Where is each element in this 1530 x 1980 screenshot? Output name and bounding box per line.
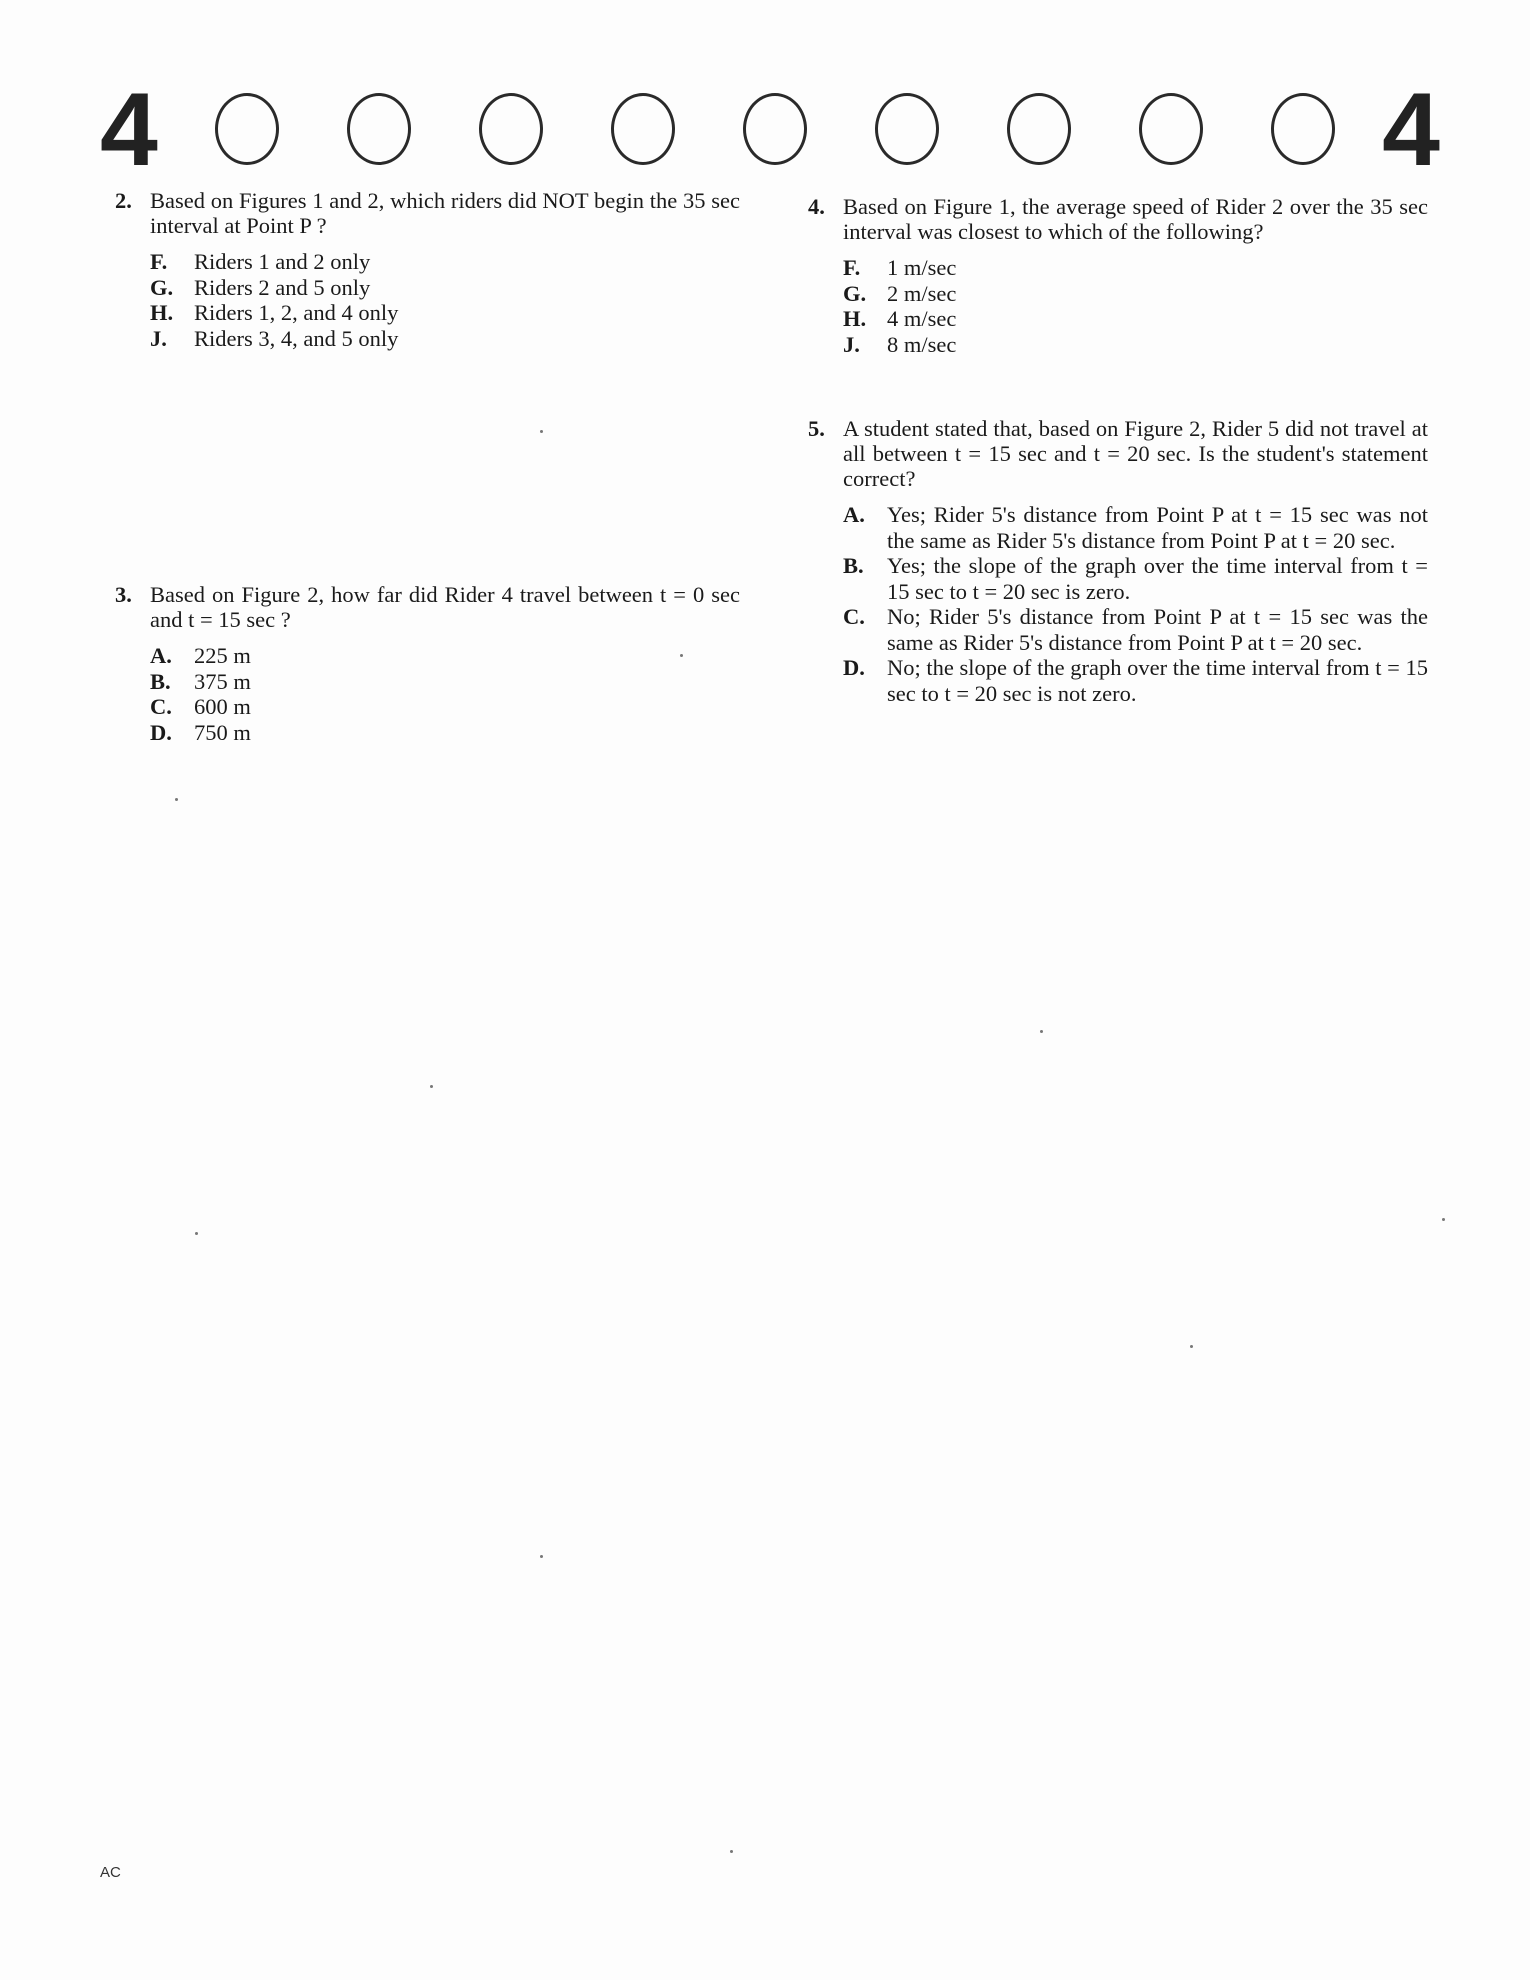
answer-option-h[interactable]: [843, 306, 1428, 332]
option-text: 1 m/sec: [887, 255, 957, 280]
oval-icon: [215, 93, 279, 165]
question-2: [115, 188, 740, 351]
option-letter: B.: [843, 553, 864, 578]
option-letter: F.: [150, 249, 168, 274]
scan-speck: [430, 1085, 433, 1088]
footer-code: AC: [100, 1864, 121, 1881]
section-header: [100, 72, 1440, 188]
answer-options: [150, 249, 740, 351]
question-text: Based on Figure 1, the average speed of Rider 2 over the 35 sec interval was closest to which of the following?: [843, 194, 1428, 244]
option-letter: B.: [150, 668, 171, 694]
answer-option-a[interactable]: [150, 643, 740, 669]
oval-icon: [611, 93, 675, 165]
option-text: Riders 3, 4, and 5 only: [194, 325, 399, 351]
answer-option-c[interactable]: [150, 694, 740, 720]
oval-icon: [875, 93, 939, 165]
answer-option-f[interactable]: [150, 249, 740, 275]
answer-option-c[interactable]: [843, 604, 1428, 655]
scan-speck: [540, 1555, 543, 1558]
option-text: 375 m: [194, 668, 251, 694]
answer-option-j[interactable]: [843, 332, 1428, 358]
option-letter: A.: [843, 502, 865, 527]
question-number: 5.: [808, 416, 825, 441]
option-letter: C.: [150, 694, 172, 719]
question-text: A student stated that, based on Figure 2, Rider 5 did not travel at all between t = 15 sec and t = 20 sec. Is the student's statement correct?: [843, 416, 1428, 491]
option-text: 8 m/sec: [887, 331, 957, 357]
option-letter: A.: [150, 643, 172, 668]
option-letter: H.: [150, 300, 174, 325]
answer-option-j[interactable]: [150, 326, 740, 352]
answer-option-f[interactable]: [843, 255, 1428, 281]
option-text: No; the slope of the graph over the time interval from t = 15 sec to t = 20 sec is not zero.: [887, 655, 1428, 706]
scan-speck: [680, 654, 683, 657]
scan-speck: [540, 430, 543, 433]
option-letter: D.: [150, 719, 172, 745]
question-stem: [808, 194, 1428, 244]
answer-option-d[interactable]: [843, 655, 1428, 706]
answer-option-g[interactable]: [150, 275, 740, 301]
oval-icon: [1271, 93, 1335, 165]
option-text: Yes; the slope of the graph over the time interval from t = 15 sec to t = 20 sec is zero.: [887, 553, 1428, 604]
option-text: Riders 1, 2, and 4 only: [194, 300, 399, 325]
question-4: [808, 194, 1428, 357]
question-5: [808, 416, 1428, 706]
scan-speck: [1442, 1218, 1445, 1221]
option-letter: D.: [843, 655, 865, 680]
option-text: Riders 2 and 5 only: [194, 274, 371, 300]
answer-options: [843, 255, 1428, 357]
oval-icon: [1139, 93, 1203, 165]
option-text: 225 m: [194, 643, 251, 668]
scan-speck: [175, 798, 178, 801]
question-number: 4.: [808, 194, 825, 219]
question-stem: [115, 188, 740, 238]
section-number-left: 4: [100, 72, 158, 188]
option-text: 4 m/sec: [887, 306, 957, 331]
question-stem: [808, 416, 1428, 491]
answer-option-g[interactable]: [843, 281, 1428, 307]
scan-speck: [195, 1232, 198, 1235]
question-number: 2.: [115, 188, 132, 213]
scan-speck: [730, 1850, 733, 1853]
answer-option-h[interactable]: [150, 300, 740, 326]
section-number-right: 4: [1382, 72, 1440, 188]
question-text: Based on Figures 1 and 2, which riders did NOT begin the 35 sec interval at Point P ?: [150, 188, 740, 238]
oval-icon: [1007, 93, 1071, 165]
answer-option-a[interactable]: [843, 502, 1428, 553]
option-text: 600 m: [194, 694, 251, 719]
option-text: Riders 1 and 2 only: [194, 249, 371, 274]
oval-icon: [479, 93, 543, 165]
option-text: 750 m: [194, 719, 251, 745]
option-letter: C.: [843, 604, 865, 629]
option-text: Yes; Rider 5's distance from Point P at t = 15 sec was not the same as Rider 5's distance from Point P at t = 20 sec.: [887, 502, 1428, 553]
question-stem: [115, 582, 740, 632]
oval-icon: [743, 93, 807, 165]
option-text: No; Rider 5's distance from Point P at t = 15 sec was the same as Rider 5's distance from Point P at t = 20 sec.: [887, 604, 1428, 655]
oval-icon: [347, 93, 411, 165]
option-letter: J.: [843, 331, 860, 357]
question-text: Based on Figure 2, how far did Rider 4 travel between t = 0 sec and t = 15 sec ?: [150, 582, 740, 632]
answer-option-b[interactable]: [843, 553, 1428, 604]
answer-option-d[interactable]: [150, 720, 740, 746]
scan-speck: [1040, 1030, 1043, 1033]
answer-option-b[interactable]: [150, 669, 740, 695]
question-number: 3.: [115, 582, 132, 607]
oval-row: [215, 93, 1335, 169]
scan-speck: [1190, 1345, 1193, 1348]
answer-options: [843, 502, 1428, 706]
question-3: [115, 582, 740, 745]
option-letter: G.: [843, 280, 867, 306]
option-letter: F.: [843, 255, 861, 280]
option-text: 2 m/sec: [887, 280, 957, 306]
option-letter: G.: [150, 274, 174, 300]
option-letter: H.: [843, 306, 867, 331]
answer-options: [150, 643, 740, 745]
option-letter: J.: [150, 325, 167, 351]
